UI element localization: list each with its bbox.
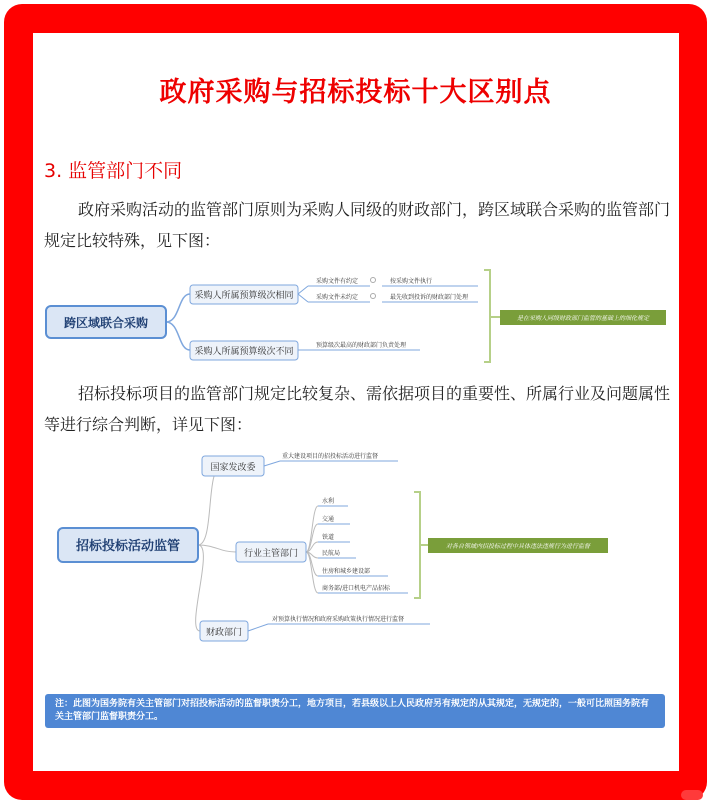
leaf-label: 铁道 — [322, 534, 335, 541]
leaf-label: 民航局 — [322, 550, 341, 557]
root-label: 招标投标活动监管 — [75, 539, 181, 554]
branch-label: 采购人所属预算级次相同 — [194, 291, 294, 301]
summary-label: 对各自领域内招投标过程中具体违法违规行为进行监督 — [445, 543, 591, 550]
paragraph-1: 政府采购活动的监管部门原则为采购人同级的财政部门，跨区域联合采购的监管部门规定比较特殊，见下图： — [44, 200, 671, 250]
leaf-label: 采购文件有约定 — [316, 278, 359, 285]
leaf-label: 重大建设项目的招投标活动进行监督 — [282, 453, 379, 460]
leaf-label: 水利 — [322, 498, 335, 505]
branch-label: 财政部门 — [205, 628, 243, 638]
leaf-label: 商务部/进口机电产品招标 — [322, 585, 391, 592]
leaf-label: 对预算执行情况和政府采购政策执行情况进行监督 — [272, 616, 405, 623]
leaf-label: 预算级次最高的财政部门负责处理 — [316, 342, 407, 349]
section-heading: 3. 监管部门不同 — [44, 160, 183, 182]
footnote-box: 注：此图为国务院有关主管部门对招投标活动的监督职责分工，地方项目，若县级以上人民政府另有规定的从其规定，无规定的，一般可比照国务院有关主管部门监督职责分工。 — [45, 694, 665, 728]
leaf-result: 最先收到投诉的财政部门处理 — [390, 294, 469, 301]
leaf-label: 采购文件未约定 — [316, 294, 359, 301]
branch-label: 采购人所属预算级次不同 — [194, 347, 294, 357]
paragraph-2: 招标投标项目的监管部门规定比较复杂、需依据项目的重要性、所属行业及问题属性等进行综合判断，详见下图： — [44, 384, 671, 434]
branch-label: 行业主管部门 — [243, 549, 299, 559]
diagram-tender-supervision — [0, 446, 711, 646]
diagram-cross-region — [0, 262, 711, 372]
leaf-label: 交通 — [322, 516, 335, 523]
root-label: 跨区域联合采购 — [63, 316, 149, 330]
page-title: 政府采购与招标投标十大区别点 — [159, 77, 552, 108]
corner-badge — [681, 790, 703, 800]
branch-label: 国家发改委 — [210, 463, 256, 473]
leaf-label: 住房和城乡建设部 — [322, 568, 371, 575]
summary-label: 是在采购人同级财政部门监管的基础上的细化规定 — [516, 315, 650, 322]
leaf-result: 按采购文件执行 — [390, 278, 433, 285]
